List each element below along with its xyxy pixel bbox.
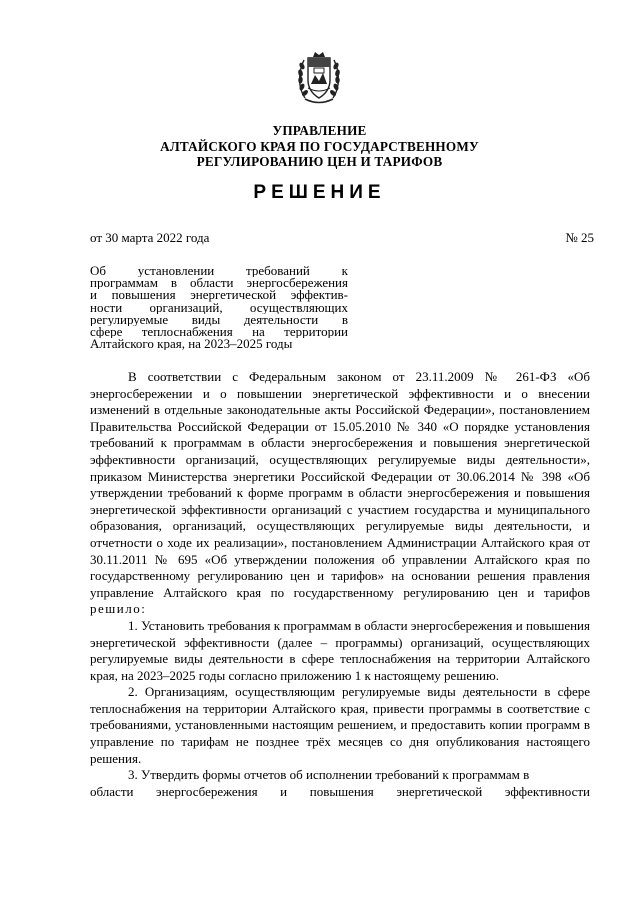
document-type-title: РЕШЕНИЕ: [253, 182, 386, 203]
document-subject: [90, 265, 348, 350]
agency-line-2: АЛТАЙСКОГО КРАЯ ПО ГОСУДАРСТВЕННОМУ: [160, 138, 479, 154]
agency-name: [0, 123, 639, 170]
item-3-continuation: [90, 784, 590, 801]
subject-line: регулируемые виды деятельности в: [90, 313, 348, 327]
subject-line: сфере теплоснабжения на территории: [90, 326, 348, 339]
subject-line: Алтайского края, на 2023–2025 годы: [90, 338, 293, 351]
document-date: от 30 марта 2022 года: [90, 230, 210, 245]
item-3-paragraph: [90, 767, 590, 784]
subject-line: и повышения энергетической эффектив-: [90, 289, 348, 302]
subject-line: Об установлении требований к: [90, 265, 348, 278]
item-3-first-line: 3. Утвердить формы отчетов об исполнении требований к программам в: [128, 767, 530, 783]
item-1-paragraph: 1. Установить требования к программам в области энергосбережения и повышения энергетической эффективности (далее – программы) организаций, осуществляющих регулируемые виды деятельности в сфере теплоснабжения на территории Алтайского края, на 2023–2025 годы согласно приложению 1 к настоящему решению.: [90, 617, 590, 683]
item-2-paragraph: 2. Организациям, осуществляющим регулируемые виды деятельности в сфере теплоснабжения на территории Алтайского края, привести программы в соответствие с требованиями, установленными настоящим решением, и предоставить копии программ в управление по тарифам не позднее трёх месяцев со дня опубликования настоящего решения.: [90, 684, 590, 766]
subject-line: ности организаций, осуществляющих: [90, 301, 348, 314]
item-3-second-line: области энергосбережения и повышения энергетической эффективности: [90, 783, 590, 799]
decision-word: решило:: [90, 601, 147, 617]
document-body: [90, 369, 590, 800]
preamble-paragraph: [90, 369, 590, 618]
coat-of-arms-icon: [296, 48, 342, 106]
agency-line-3: РЕГУЛИРОВАНИЮ ЦЕН И ТАРИФОВ: [196, 154, 443, 169]
agency-line-1: УПРАВЛЕНИЕ: [272, 123, 367, 138]
preamble-text: В соответствии с Федеральным законом от 23.11.2009 № 261-ФЗ «Об энергосбережении и о повышении энергетической эффективности и о внесении изменений в отдельные законодательные акты Российской Федерации», постановлением Правительства Российской Федерации от 15.05.2010 № 340 «О порядке установления требований к программам в области энергосбережения и повышения энергетической эффективности организаций, осуществляющих регулируемые виды деятельности», приказом Министерства энергетики Российской Федерации от 30.06.2014 № 398 «Об утверждении требований к форме программ в области энергосбережения и повышения энергетической эффективности организаций с участием государства и муниципального образования, организаций, осуществляющих регулируемые виды деятельности, и отчетности о ходе их реализации», постановлением Администрации Алтайского края от 30.11.2011 № 695 «Об утверждении положения об управлении Алтайского края по государственному регулированию цен и тарифов» на основании решения правления управление Алтайского края по государственному регулированию цен и тарифов: [90, 369, 590, 600]
document-number: № 25: [565, 230, 594, 245]
subject-line: программам в области энергосбережения: [90, 277, 348, 290]
